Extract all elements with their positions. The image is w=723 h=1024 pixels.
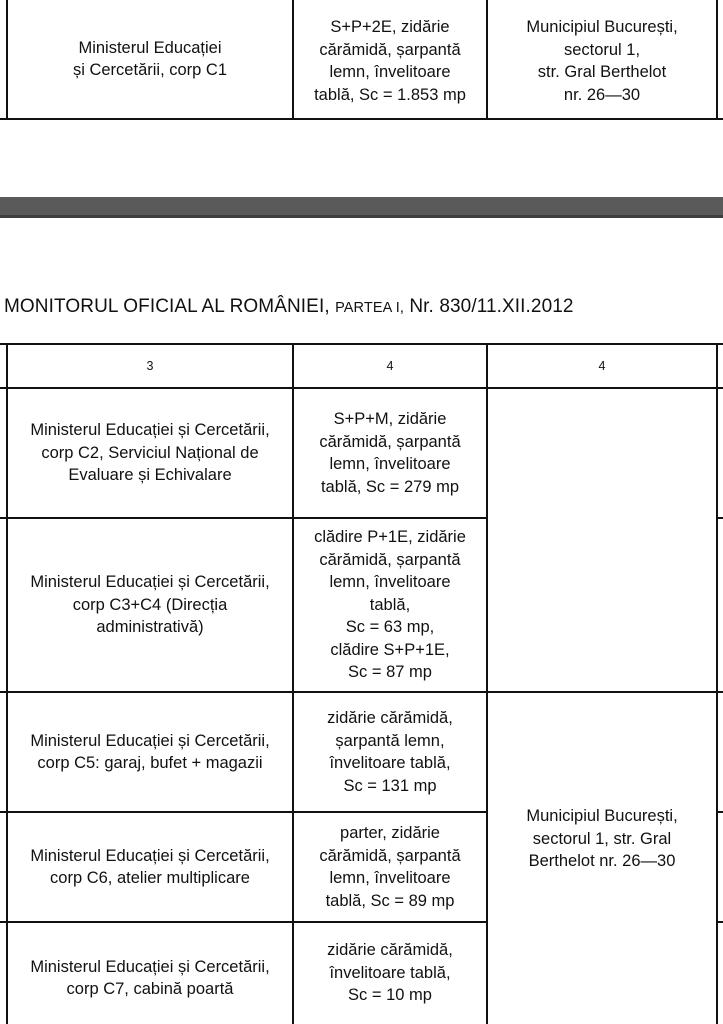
page-separator [0,197,723,218]
table-border [716,921,723,923]
table-row-name: Ministerul Educației și Cercetării, corp C2, Serviciul Național de Evaluare și Echivalare [30,421,270,485]
column-number-4: 4 [386,358,394,373]
table-row-description: zidărie cărămidă, învelitoare tablă, Sc = 10 mp [327,941,453,1005]
table-border [716,811,723,813]
table-row-description: S+P+M, zidărie cărămidă, șarpantă lemn, învelitoare tablă, Sc = 279 mp [319,410,461,496]
bottom-page-fragment [0,218,723,1024]
table-row-name: Ministerul Educației și Cercetării, corp C5: garaj, bufet + magazii [30,731,270,772]
table-row-description: clădire P+1E, zidărie cărămidă, șarpantă lemn, învelitoare tablă, Sc = 63 mp, clădire S+P+1E, Sc = 87 mp [314,528,466,682]
column-number-4b: 4 [598,358,606,373]
table-row-description: zidărie cărămidă, șarpantă lemn, învelitoare tablă, Sc = 131 mp [327,709,453,795]
table-border [0,118,723,120]
publication-number: Nr. 830/11.XII.2012 [409,296,574,317]
page-header [4,296,574,318]
table-row-name: Ministerul Educației și Cercetării, corp C6, atelier multiplicare [30,846,270,887]
top-row-name-cell: Ministerul Educației și Cercetării, corp C1 [72,38,228,79]
shared-address-cell: Municipiul București, sectorul 1, str. Gral Berthelot nr. 26—30 [526,807,678,871]
table-border [716,517,723,519]
publication-part: PARTEA I, [335,300,404,316]
publication-title: MONITORUL OFICIAL AL ROMÂNIEI, [4,296,330,317]
table-row-description: parter, zidărie cărămidă, șarpantă lemn, învelitoare tablă, Sc = 89 mp [319,824,461,910]
table-row-name: Ministerul Educației și Cercetării, corp C3+C4 (Direcția administrativă) [30,573,270,637]
column-number-3: 3 [146,358,154,373]
table-row-name: Ministerul Educației și Cercetării, corp C7, cabină poartă [30,957,270,998]
top-page-fragment [0,0,723,197]
table-border [716,0,718,120]
top-row-description-cell: S+P+2E, zidărie cărămidă, șarpantă lemn, învelitoare tablă, Sc = 1.853 mp [314,18,466,104]
top-row-address-cell: Municipiul București, sectorul 1, str. Gral Berthelot nr. 26—30 [526,18,678,104]
